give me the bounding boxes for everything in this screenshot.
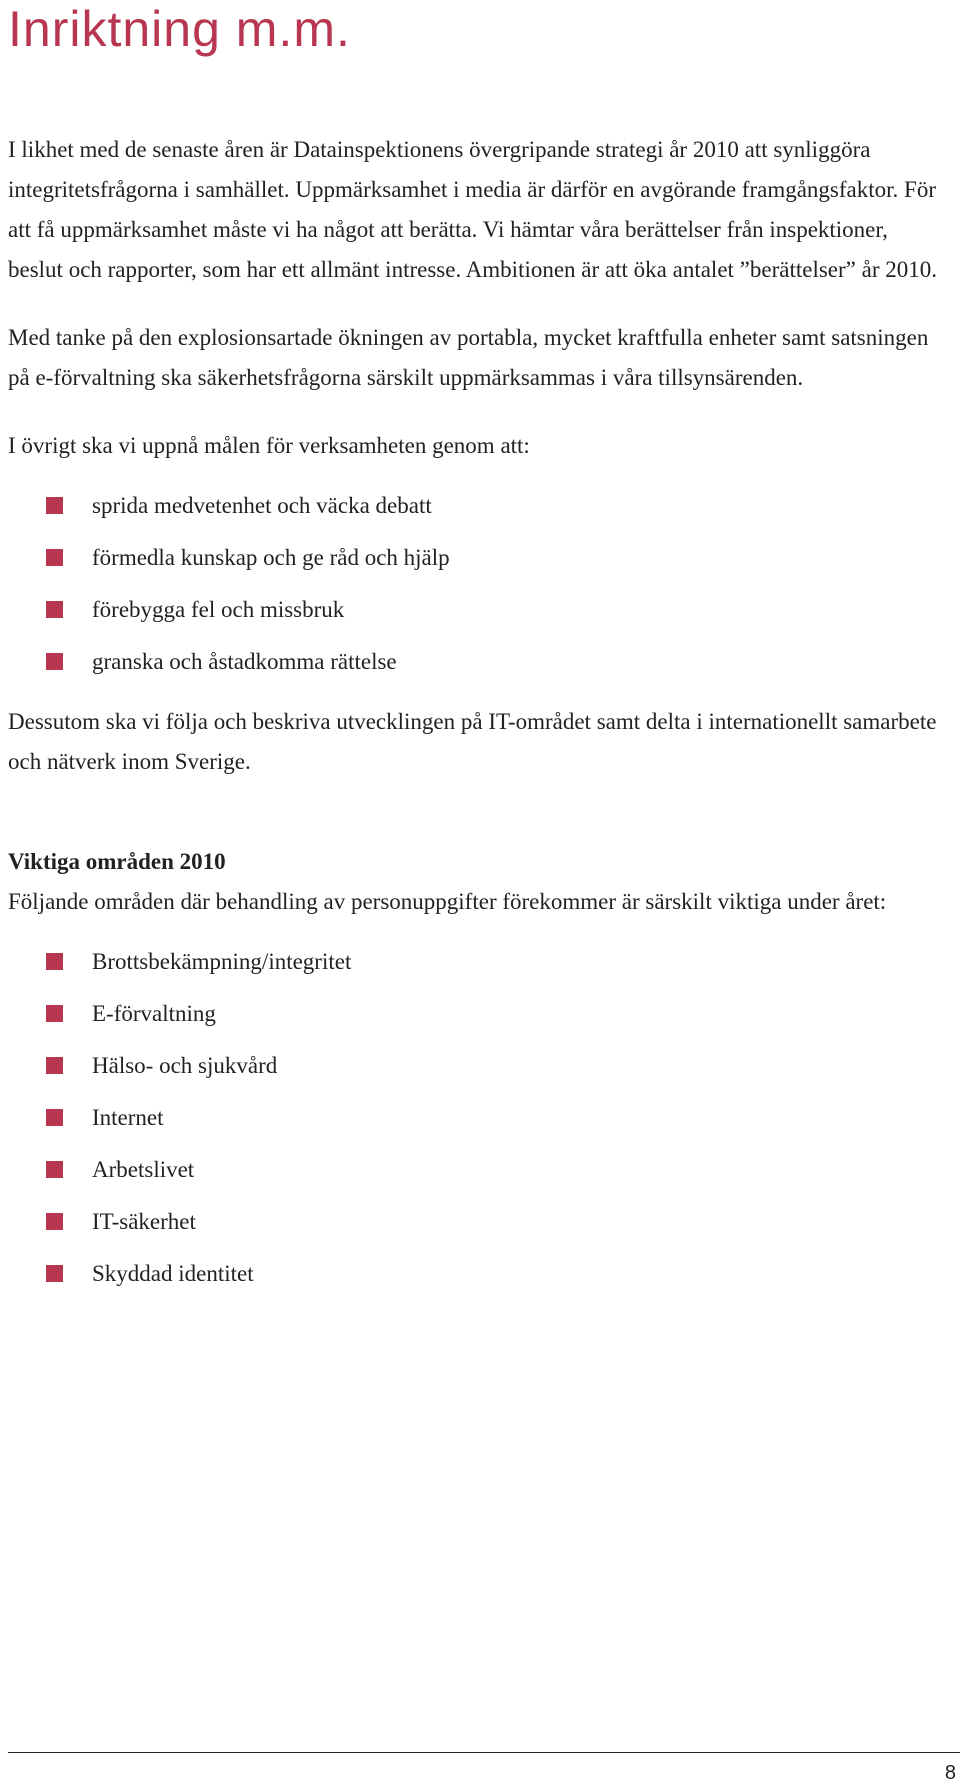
list-item	[8, 584, 948, 636]
list-item	[8, 1040, 948, 1092]
square-bullet-icon	[46, 497, 63, 514]
goals-intro-paragraph: I övrigt ska vi uppnå målen för verksamheten genom att:	[8, 433, 530, 458]
square-bullet-icon	[46, 1057, 63, 1074]
section-title: Viktiga områden 2010	[8, 849, 226, 874]
list-item-text: Skyddad identitet	[92, 1261, 254, 1286]
list-item	[8, 636, 948, 688]
goals-list	[8, 480, 948, 688]
list-item-text: sprida medvetenhet och väcka debatt	[92, 493, 432, 518]
list-item	[8, 1144, 948, 1196]
footer-divider	[8, 1752, 960, 1753]
important-areas-list	[8, 936, 948, 1300]
square-bullet-icon	[46, 1109, 63, 1126]
list-item-text: Hälso- och sjukvård	[92, 1053, 278, 1078]
list-item-text: Internet	[92, 1105, 164, 1130]
list-item-text: Arbetslivet	[92, 1157, 195, 1182]
list-item-text: Brottsbekämpning/integritet	[92, 949, 352, 974]
list-item	[8, 936, 948, 988]
page-number: 8	[944, 1762, 956, 1784]
list-item-text: förebygga fel och missbruk	[92, 597, 345, 622]
section-intro-paragraph: Följande områden där behandling av personuppgifter förekommer är särskilt viktiga under året:	[8, 889, 887, 914]
square-bullet-icon	[46, 1265, 63, 1282]
square-bullet-icon	[46, 601, 63, 618]
square-bullet-icon	[46, 1213, 63, 1230]
square-bullet-icon	[46, 1161, 63, 1178]
square-bullet-icon	[46, 653, 63, 670]
international-cooperation-paragraph: Dessutom ska vi följa och beskriva utvecklingen på IT-området samt delta i internationellt samarbete och nätverk inom Sverige.	[8, 709, 937, 774]
list-item	[8, 1092, 948, 1144]
square-bullet-icon	[46, 549, 63, 566]
list-item	[8, 988, 948, 1040]
list-item	[8, 1248, 948, 1300]
list-item-text: E-förvaltning	[92, 1001, 216, 1026]
list-item	[8, 1196, 948, 1248]
page-title: Inriktning m.m.	[8, 1, 351, 57]
page-content	[8, 130, 948, 1300]
intro-paragraph: I likhet med de senaste åren är Datainspektionens övergripande strategi år 2010 att synliggöra integritetsfrågorna i samhället. Uppmärksamhet i media är därför en avgörande framgångsfaktor. För att få uppmärksamhet måste vi ha något att berätta. Vi hämtar våra berättelser från inspektioner, beslut och rapporter, som har ett allmänt intresse. Ambitionen är att öka antalet ”berättelser” år 2010.	[8, 137, 937, 282]
list-item-text: förmedla kunskap och ge råd och hjälp	[92, 545, 450, 570]
square-bullet-icon	[46, 953, 63, 970]
list-item-text: IT-säkerhet	[92, 1209, 196, 1234]
square-bullet-icon	[46, 1005, 63, 1022]
list-item	[8, 532, 948, 584]
portable-devices-paragraph: Med tanke på den explosionsartade ökningen av portabla, mycket kraftfulla enheter samt satsningen på e-förvaltning ska säkerhetsfrågorna särskilt uppmärksammas i våra tillsynsärenden.	[8, 325, 929, 390]
list-item-text: granska och åstadkomma rättelse	[92, 649, 397, 674]
list-item	[8, 480, 948, 532]
